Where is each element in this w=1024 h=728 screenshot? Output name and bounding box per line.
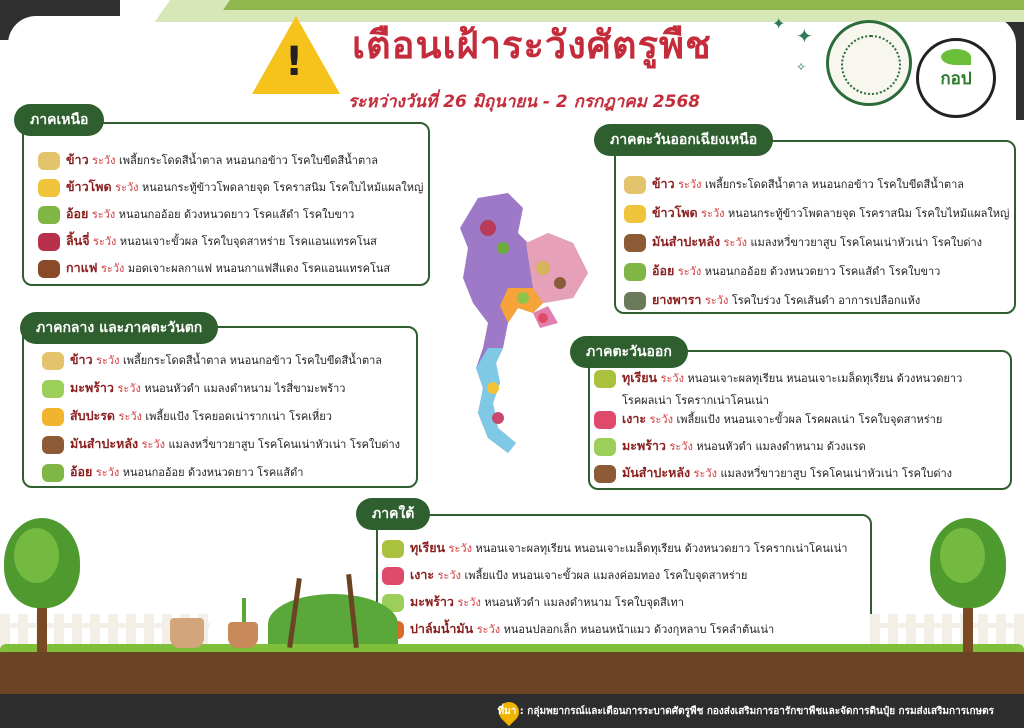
crop-name: มะพร้าว	[410, 594, 454, 609]
pest-row	[594, 436, 866, 456]
pest-row	[382, 592, 684, 612]
beware-label: ระวัง	[677, 265, 702, 278]
pest-row	[38, 231, 377, 251]
crop-name: ยางพารา	[652, 292, 702, 307]
threat-list: แมลงหวี่ขาวยาสูบ โรคโคนเน่าหัวเน่า โรคใบด่าง	[168, 438, 401, 451]
rice-icon	[42, 352, 64, 370]
tree-right	[930, 518, 1006, 658]
threat-list: หนอนกระทู้ข้าวโพดลายจุด โรคราสนิม โรคใบไหม้แผลใหญ่	[142, 181, 424, 194]
crop-name: มันสำปะหลัง	[622, 465, 691, 480]
crop-name: ลิ้นจี่	[66, 233, 90, 248]
crop-name: ทุเรียน	[410, 540, 446, 555]
threat-list: หนอนกออ้อย ด้วงหนวดยาว โรคแส้ดำ	[122, 466, 304, 479]
beware-label: ระวัง	[457, 596, 481, 609]
region-label-north: ภาคเหนือ	[14, 104, 104, 136]
crop-name: อ้อย	[652, 263, 675, 278]
beware-label: ระวัง	[693, 467, 717, 480]
pest-row	[38, 258, 390, 278]
crop-name: สับปะรด	[70, 408, 116, 423]
beware-label: ระวัง	[669, 440, 693, 453]
threat-list: หนอนหัวดำ แมลงดำหนาม ไรสี่ขามะพร้าว	[144, 382, 346, 395]
seal-ring	[841, 35, 901, 95]
pest-row	[42, 462, 303, 482]
pest-row	[624, 261, 940, 281]
crop-name: มันสำปะหลัง	[70, 436, 139, 451]
sugarcane-icon	[624, 263, 646, 281]
threat-list: เพลี้ยแป้ง โรคยอดเน่ารากเน่า โรคเหี่ยว	[145, 410, 332, 423]
rubber-icon	[624, 292, 646, 310]
threat-list: เพลี้ยแป้ง หนอนเจาะขั้วผล แมลงค่อมทอง โรคใบจุดสาหร่าย	[464, 569, 748, 582]
beware-label: ระวัง	[448, 542, 472, 555]
crop-name: ข้าว	[66, 152, 89, 167]
threat-list: เพลี้ยแป้ง หนอนเจาะขั้วผล โรคผลเน่า โรคใบจุดสาหร่าย	[676, 413, 943, 426]
threat-list: เพลี้ยกระโดดสีน้ำตาล หนอนกอข้าว โรคใบขีดสีน้ำตาล	[118, 154, 379, 167]
flower-pot	[170, 618, 204, 648]
beware-label: ระวัง	[723, 236, 747, 249]
crop-name: อ้อย	[70, 464, 93, 479]
threat-list: หนอนปลอกเล็ก หนอนหน้าแมว ด้วงกุหลาบ โรคลำต้นเน่า	[503, 623, 775, 636]
beware-label: ระวัง	[649, 413, 673, 426]
region-label-northeast: ภาคตะวันออกเฉียงเหนือ	[594, 124, 773, 156]
threat-list: หนอนกออ้อย ด้วงหนวดยาว โรคแส้ดำ โรคใบขาว	[704, 265, 941, 278]
crop-name: กาแฟ	[66, 260, 98, 275]
crop-name: อ้อย	[66, 206, 89, 221]
beware-label: ระวัง	[93, 235, 117, 248]
department-seal-logo	[826, 20, 912, 106]
beware-label: ระวัง	[701, 207, 725, 220]
cassava-icon	[594, 465, 616, 483]
region-label-east: ภาคตะวันออก	[570, 336, 688, 368]
crop-name: มะพร้าว	[70, 380, 114, 395]
leaf-icon	[941, 49, 971, 65]
pest-row	[624, 232, 982, 252]
rice-icon	[624, 176, 646, 194]
rambutan-icon	[382, 567, 404, 585]
thailand-map	[448, 188, 598, 462]
beware-label: ระวัง	[678, 178, 702, 191]
panel-northeast	[614, 140, 1016, 314]
beware-label: ระวัง	[141, 438, 165, 451]
pest-row	[38, 204, 354, 224]
durian-icon	[382, 540, 404, 558]
pest-row	[594, 368, 962, 409]
soil-ground	[0, 652, 1024, 694]
sparkle-icon: ✦	[772, 14, 786, 33]
beware-label: ระวัง	[92, 154, 116, 167]
beware-label: ระวัง	[115, 181, 139, 194]
region-label-south: ภาคใต้	[356, 498, 430, 530]
pest-row	[594, 463, 952, 483]
crop-name: เงาะ	[410, 567, 435, 582]
rice-icon	[38, 152, 60, 170]
pest-row	[38, 177, 423, 197]
beware-label: ระวัง	[437, 569, 461, 582]
beware-label: ระวัง	[118, 410, 142, 423]
pest-row	[42, 378, 345, 398]
threat-list: หนอนหัวดำ แมลงดำหนาม โรคใบจุดสีเทา	[484, 596, 684, 609]
pest-row	[382, 538, 847, 558]
tree-left	[4, 518, 80, 658]
crop-name: ข้าวโพด	[66, 179, 112, 194]
beware-label: ระวัง	[660, 372, 684, 385]
pest-row	[42, 350, 382, 370]
logo-text: กอป	[940, 69, 972, 89]
threat-list: หนอนเจาะผลทุเรียน หนอนเจาะเมล็ดทุเรียน ด้วงหนวดยาว	[687, 372, 963, 385]
pest-row	[38, 150, 378, 170]
crop-name: ข้าว	[652, 176, 675, 191]
lychee-icon	[38, 233, 60, 251]
threat-list: แมลงหวี่ขาวยาสูบ โรคโคนเน่าหัวเน่า โรคใบด่าง	[720, 467, 953, 480]
threat-list: หนอนหัวดำ แมลงดำหนาม ด้วงแรด	[696, 440, 866, 453]
corn-icon	[38, 179, 60, 197]
beware-label: ระวัง	[704, 294, 729, 307]
sugarcane-icon	[42, 464, 64, 482]
sparkle-icon: ✦	[796, 24, 813, 48]
crop-name: ข้าวโพด	[652, 205, 698, 220]
threat-list: หนอนเจาะขั้วผล โรคใบจุดสาหร่าย โรคแอนแทรคโนส	[119, 235, 377, 248]
cassava-icon	[42, 436, 64, 454]
pest-row	[594, 409, 942, 429]
threat-list: เพลี้ยกระโดดสีน้ำตาล หนอนกอข้าว โรคใบขีดสีน้ำตาล	[704, 178, 965, 191]
threat-list: มอดเจาะผลกาแฟ หนอนกาแฟสีแดง โรคแอนแทรคโนส	[127, 262, 391, 275]
thailand-map-graphic	[448, 188, 598, 458]
beware-label: ระวัง	[117, 382, 141, 395]
poster-title: เตือนเฝ้าระวังศัตรูพืช	[352, 22, 712, 67]
pest-row	[42, 406, 332, 426]
beware-label: ระวัง	[95, 466, 120, 479]
seedling-icon	[242, 598, 246, 622]
pest-row	[624, 174, 964, 194]
top-stripe-accent	[223, 0, 1024, 10]
beware-label: ระวัง	[96, 354, 120, 367]
seedling-pot	[228, 622, 258, 648]
beware-label: ระวัง	[101, 262, 125, 275]
crop-name: มันสำปะหลัง	[652, 234, 721, 249]
region-label-central: ภาคกลาง และภาคตะวันตก	[20, 312, 218, 344]
pest-row	[382, 565, 747, 585]
crop-name: ข้าว	[70, 352, 93, 367]
beware-label: ระวัง	[476, 623, 501, 636]
crop-name: มะพร้าว	[622, 438, 666, 453]
threat-list: เพลี้ยกระโดดสีน้ำตาล หนอนกอข้าว โรคใบขีดสีน้ำตาล	[122, 354, 383, 367]
source-credit: ที่มา : กลุ่มพยากรณ์และเตือนการระบาดศัตรูพืช กองส่งเสริมการอารักขาพืชและจัดการดินปุ๋ย กรมส่งเสริมการเกษตร	[497, 706, 994, 717]
exclamation-icon: !	[285, 39, 304, 85]
crop-name: เงาะ	[622, 411, 647, 426]
coconut-icon	[42, 380, 64, 398]
threat-list-continued: โรคผลเน่า โรครากเน่าโคนเน่า	[622, 394, 769, 407]
pineapple-icon	[42, 408, 64, 426]
threat-list: โรคใบร่วง โรคเส้นดำ อาการเปลือกแห้ง	[731, 294, 921, 307]
crop-name: ปาล์มน้ำมัน	[410, 621, 474, 636]
threat-list: หนอนกออ้อย ด้วงหนวดยาว โรคแส้ดำ โรคใบขาว	[118, 208, 355, 221]
crop-name: ทุเรียน	[622, 370, 658, 385]
kop-logo	[916, 38, 996, 118]
pest-row	[382, 619, 774, 639]
corn-icon	[624, 205, 646, 223]
threat-list: หนอนเจาะผลทุเรียน หนอนเจาะเมล็ดทุเรียน ด้วงหนวดยาว โรครากเน่าโคนเน่า	[475, 542, 848, 555]
cassava-icon	[624, 234, 646, 252]
sparkle-icon: ✧	[796, 60, 807, 74]
pest-row	[42, 434, 400, 454]
coffee-icon	[38, 260, 60, 278]
pest-row	[624, 203, 1009, 223]
threat-list: แมลงหวี่ขาวยาสูบ โรคโคนเน่าหัวเน่า โรคใบด่าง	[750, 236, 983, 249]
beware-label: ระวัง	[91, 208, 116, 221]
pest-row	[624, 290, 920, 310]
threat-list: หนอนกระทู้ข้าวโพดลายจุด โรคราสนิม โรคใบไหม้แผลใหญ่	[728, 207, 1010, 220]
sugarcane-icon	[38, 206, 60, 224]
date-range: ระหว่างวันที่ 26 มิถุนายน - 2 กรกฎาคม 2568	[348, 92, 701, 112]
